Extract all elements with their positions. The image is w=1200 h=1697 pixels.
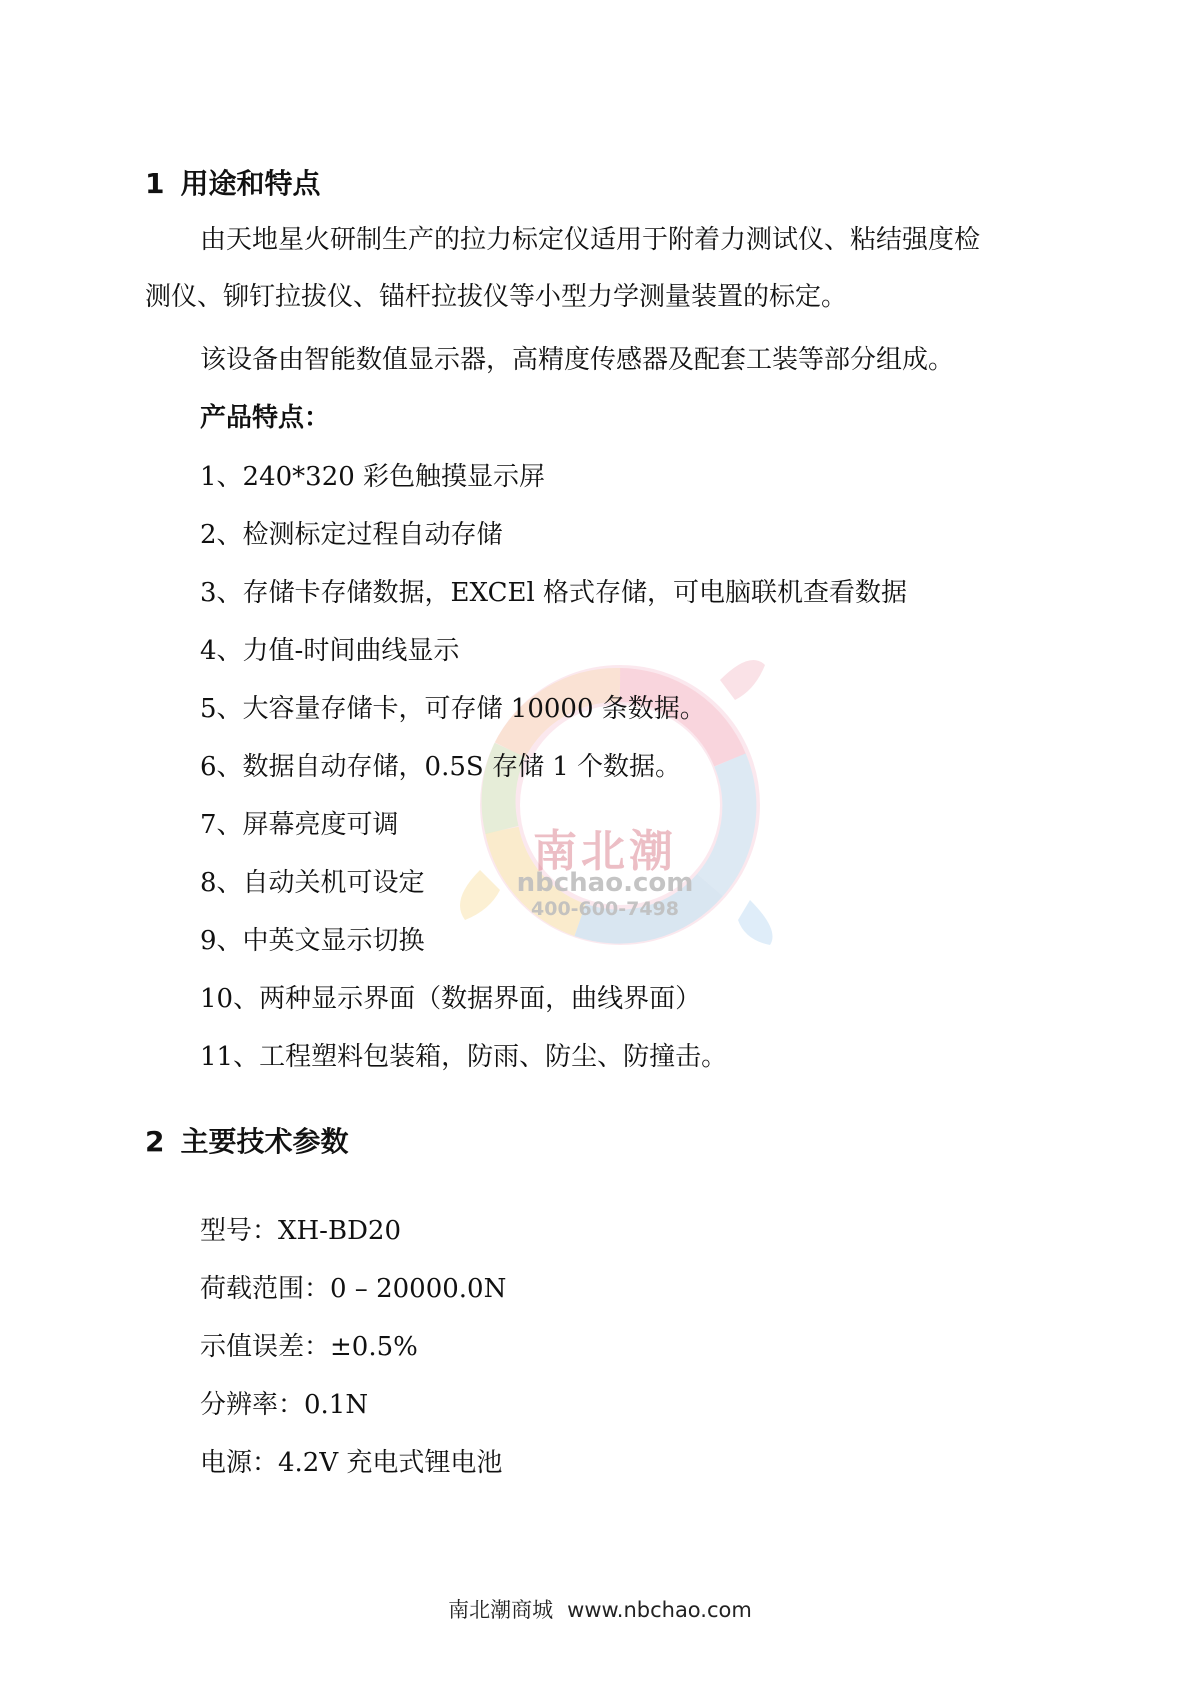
section-2-title: 主要技术参数 — [180, 1125, 349, 1158]
footer-shop-name: 南北潮商城 — [448, 1598, 554, 1622]
feature-item: 9、中英文显示切换 — [200, 926, 425, 956]
intro-line-2: 测仪、铆钉拉拔仪、锚杆拉拔仪等小型力学测量装置的标定。 — [145, 282, 848, 312]
section-2-heading — [145, 1124, 349, 1160]
page-footer — [0, 1595, 1200, 1625]
param-error: 示值误差：±0.5% — [200, 1332, 418, 1362]
feature-item: 10、两种显示界面（数据界面，曲线界面） — [200, 984, 702, 1014]
section-1-heading — [145, 166, 321, 202]
feature-item: 3、存储卡存储数据，EXCEl 格式存储，可电脑联机查看数据 — [200, 578, 908, 608]
intro-line-1: 由天地星火研制生产的拉力标定仪适用于附着力测试仪、粘结强度检 — [200, 225, 981, 255]
feature-item: 8、自动关机可设定 — [200, 868, 425, 898]
feature-item: 7、屏幕亮度可调 — [200, 810, 399, 840]
composition-text: 该设备由智能数值显示器，高精度传感器及配套工装等部分组成。 — [200, 345, 955, 375]
footer-url-link[interactable]: www.nbchao.com — [567, 1598, 752, 1622]
section-2-number: 2 — [145, 1125, 165, 1158]
feature-item: 4、力值-时间曲线显示 — [200, 636, 460, 666]
param-resolution: 分辨率：0.1N — [200, 1390, 369, 1420]
feature-item: 11、工程塑料包装箱，防雨、防尘、防撞击。 — [200, 1042, 728, 1072]
param-power: 电源：4.2V 充电式锂电池 — [200, 1448, 503, 1478]
watermark-cn-text: 南北潮 — [533, 826, 677, 877]
watermark-logo — [420, 640, 820, 970]
feature-item: 6、数据自动存储，0.5S 存储 1 个数据。 — [200, 752, 682, 782]
param-model: 型号：XH-BD20 — [200, 1216, 402, 1246]
feature-item: 2、检测标定过程自动存储 — [200, 520, 503, 550]
section-1-number: 1 — [145, 167, 165, 200]
watermark-en-text: nbchao.com — [516, 868, 694, 898]
watermark-phone-text: 400-600-7498 — [531, 898, 679, 920]
section-1-title: 用途和特点 — [180, 167, 321, 200]
feature-item: 1、240*320 彩色触摸显示屏 — [200, 462, 546, 492]
param-load-range: 荷载范围：0 – 20000.0N — [200, 1274, 507, 1304]
features-heading: 产品特点： — [200, 403, 331, 433]
feature-item: 5、大容量存储卡，可存储 10000 条数据。 — [200, 694, 706, 724]
